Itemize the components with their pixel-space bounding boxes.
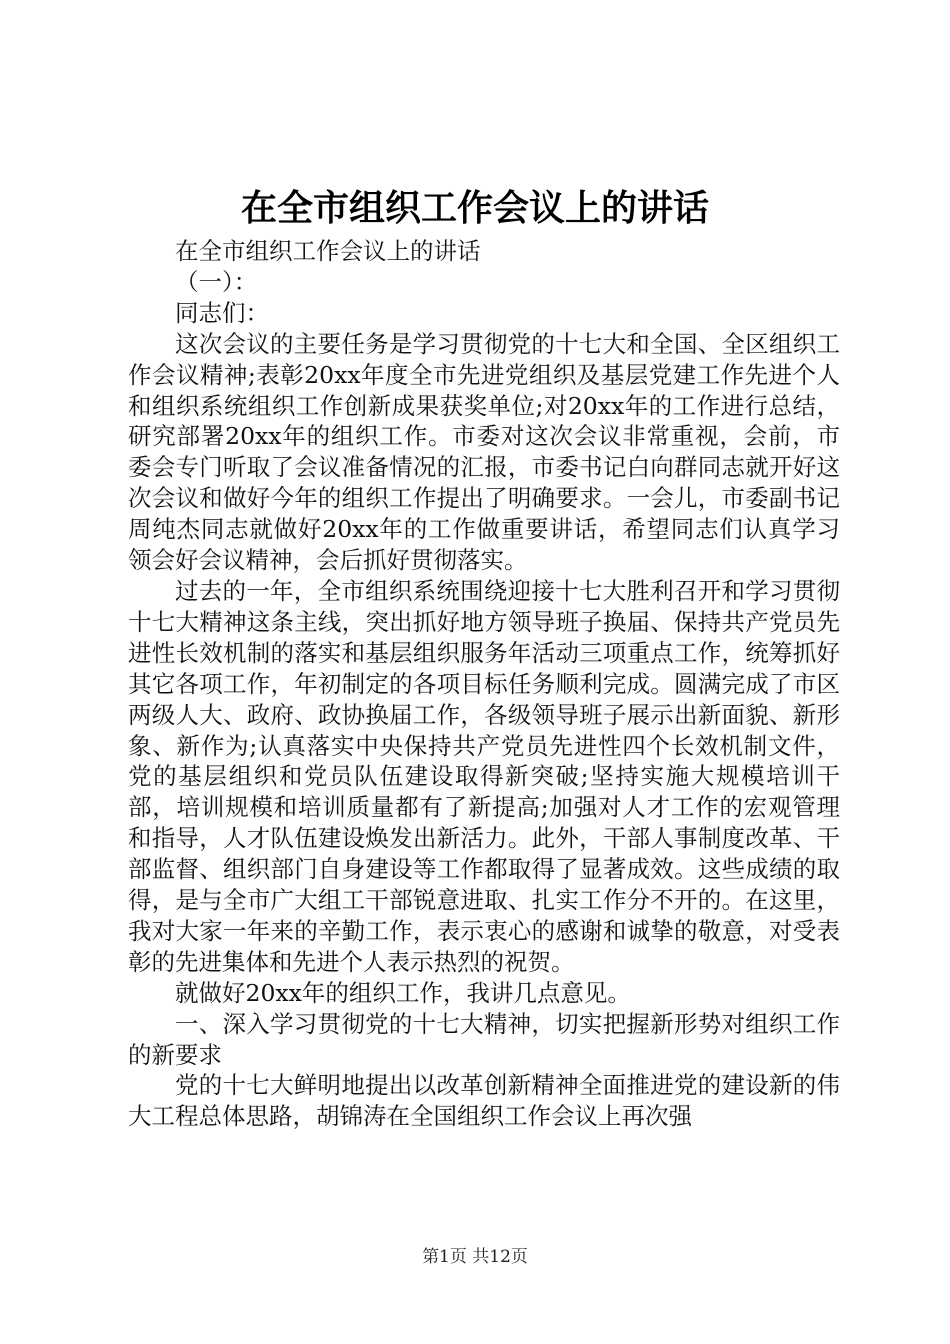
- document-title: 在全市组织工作会议上的讲话: [240, 187, 709, 229]
- section-heading: 一、深入学习贯彻党的十七大精神，切实把握新形势对组织工作的新要求: [128, 1009, 840, 1069]
- body-paragraph: 党的十七大鲜明地提出以改革创新精神全面推进党的建设新的伟大工程总体思路，胡锦涛在全国组织工作会议上再次强: [128, 1071, 840, 1131]
- subtitle-paragraph: 在全市组织工作会议上的讲话: [175, 237, 481, 265]
- section-marker-paragraph: （一）：: [175, 267, 258, 296]
- body-paragraph: 过去的一年，全市组织系统围绕迎接十七大胜利召开和学习贯彻十七大精神这条主线，突出抓好地方领导班子换届、保持共产党员先进性长效机制的落实和基层组织服务年活动三项重点工作，统筹抓好其它各项工作，年初制定的各项目标任务顺利完成。圆满完成了市区两级人大、政府、政协换届工作，各级领导班子展示出新面貌、新形象、新作为;认真落实中央保持共产党员先进性四个长效机制文件，党的基层组织和党员队伍建设取得新突破;坚持实施大规模培训干部，培训规模和培训质量都有了新提高;加强对人才工作的宏观管理和指导，人才队伍建设焕发出新活力。此外，干部人事制度改革、干部监督、组织部门自身建设等工作都取得了显著成效。这些成绩的取得，是与全市广大组工干部锐意进取、扎实工作分不开的。在这里，我对大家一年来的辛勤工作，表示衷心的感谢和诚挚的敬意，对受表彰的先进集体和先进个人表示热烈的祝贺。: [128, 576, 840, 976]
- body-paragraph: 就做好20xx年的组织工作，我讲几点意见。: [175, 978, 631, 1007]
- document-body: [128, 236, 840, 1132]
- salutation-paragraph: 同志们：: [175, 298, 269, 327]
- body-paragraph: 这次会议的主要任务是学习贯彻党的十七大和全国、全区组织工作会议精神;表彰20xx年度全市先进党组织及基层党建工作先进个人和组织系统组织工作创新成果获奖单位;对20xx年的工作进行总结，研究部署20xx年的组织工作。市委对这次会议非常重视，会前，市委会专门听取了会议准备情况的汇报，市委书记白向群同志就开好这次会议和做好今年的组织工作提出了明确要求。一会儿，市委副书记周纯杰同志就做好20xx年的工作做重要讲话，希望同志们认真学习领会好会议精神，会后抓好贯彻落实。: [128, 329, 840, 575]
- page-number-footer: 第1页 共12页: [422, 1247, 528, 1267]
